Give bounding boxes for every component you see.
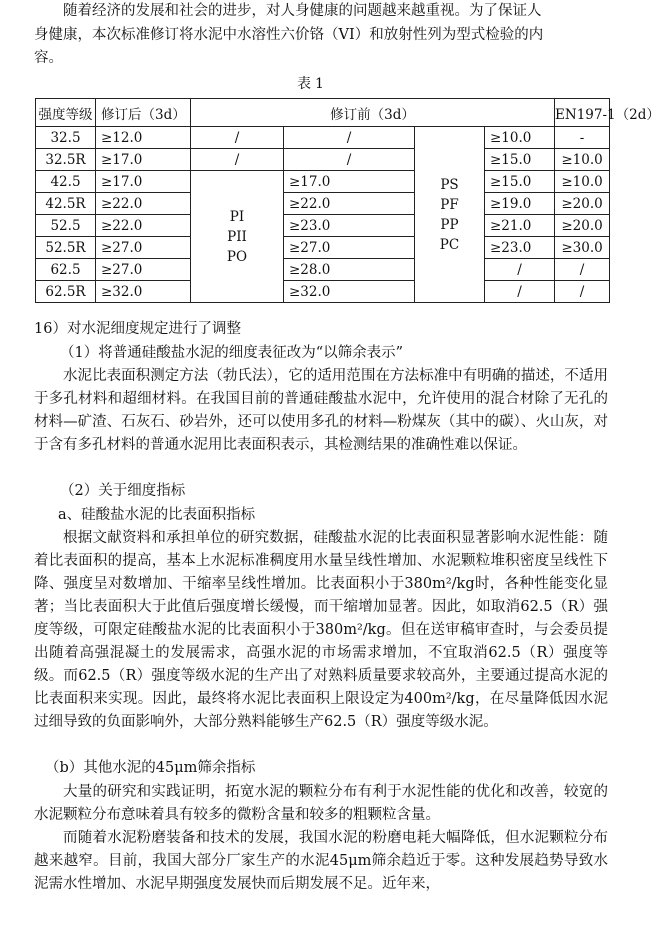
subsection-2a-title: a、硅酸盐水泥的比表面积指标 (58, 507, 256, 523)
group-s-label: PC (439, 236, 460, 253)
cell-before-p-value: ≥17.0 (284, 171, 415, 193)
group-s-label: PF (440, 196, 459, 213)
cell-en: ≥10.0 (555, 171, 610, 193)
paragraph-grinding-trend: 而随着水泥粉磨装备和技术的发展，我国水泥的粉磨电耗大幅降低，但水泥颗粒分布越来越窄。目前，我国大部分厂家生产的水泥45μm筛余趋近于零。这种发展趋势导致水泥需水性增加、水泥早期强度发展快而后期发展不足。近年来， (34, 830, 608, 892)
paragraph-particle-distribution: 大量的研究和实践证明，拓宽水泥的颗粒分布有利于水泥性能的优化和改善，较宽的水泥颗粒分布意味着具有较多的微粉含量和较多的粗颗粒含量。 (34, 784, 608, 823)
intro-line-2: 身健康，本次标准修订将水泥中水溶性六价铬（VI）和放射性列为型式检验的内 (34, 27, 544, 43)
cell-after: ≥27.0 (96, 259, 191, 281)
cell-grade: 32.5 (36, 127, 96, 149)
cell-before-s-value: ≥15.0 (485, 149, 555, 171)
paragraph-portland-surface-area: 根据文献资料和承担单位的研究数据，硅酸盐水泥的比表面积显著影响水泥性能：随着比表面积的提高，基本上水泥标准稠度用水量呈线性增加、水泥颗粒堆积密度呈线性下降、强度呈对数增加、干缩率呈线性增加。比表面积小于380m²/kg时，各种性能变化显著；当比表面积大于此值后强度增长缓慢，而干缩增加显著。因此，如取消62.5（R）强度等级，可限定硅酸盐水泥的比表面积小于380m²/kg。但在送审稿审查时，与会委员提出随着高强混凝土的发展需求，高强水泥的市场需求增加，不宜取消62.5（R）强度等级。而62.5（R）强度等级水泥的生产出了对熟料质量要求较高外，主要通过提高水泥的比表面积来实现。因此，最终将水泥比表面积上限设定为400m²/kg，在尽量降低因水泥过细导致的负面影响外，大部分熟料能够生产62.5（R）强度等级水泥。 (34, 530, 608, 730)
cell-before-p-value: ≥23.0 (284, 215, 415, 237)
header-grade: 强度等级 (36, 99, 96, 127)
cell-before-s-value: ≥15.0 (485, 171, 555, 193)
cell-grade: 52.5R (36, 237, 96, 259)
cell-grade: 62.5 (36, 259, 96, 281)
table-row (36, 259, 610, 281)
group-p-cell (191, 171, 284, 303)
cell-grade: 32.5R (36, 149, 96, 171)
cell-before-p-value: / (284, 149, 415, 171)
group-p-label: PI (229, 208, 245, 225)
table-row (36, 281, 610, 303)
strength-table (35, 98, 660, 303)
cell-before-p-value: ≥27.0 (284, 237, 415, 259)
cell-before-s-value: / (485, 281, 555, 303)
cell-after: ≥17.0 (96, 171, 191, 193)
cell-grade: 52.5 (36, 215, 96, 237)
subsection-2-title: （2）关于细度指标 (60, 483, 186, 499)
table-row (36, 127, 610, 149)
section-16-title: 16）对水泥细度规定进行了调整 (34, 321, 241, 337)
group-s-cell (415, 127, 485, 303)
cell-after: ≥22.0 (96, 215, 191, 237)
intro-line-3: 容。 (34, 50, 63, 66)
subsection-1-title: （1）将普通硅酸盐水泥的细度表征改为“以筛余表示” (60, 345, 404, 361)
table-row (36, 171, 610, 193)
subsection-2b-title: （b）其他水泥的45μm筛余指标 (45, 760, 256, 776)
cell-en: - (555, 127, 610, 149)
cell-before-p: / (191, 149, 284, 171)
group-s-label: PS (440, 176, 459, 193)
cell-grade: 42.5R (36, 193, 96, 215)
cell-en: ≥30.0 (555, 237, 610, 259)
cell-en: ≥20.0 (555, 193, 610, 215)
group-s-label: PP (440, 216, 459, 233)
group-p-label: PII (227, 228, 247, 245)
group-p-label: PO (226, 248, 248, 265)
intro-line-1: 随着经济的发展和社会的进步，对人身健康的问题越来越重视。为了保证人 (63, 3, 542, 19)
table-caption: 表1 (297, 76, 328, 92)
cell-before-s-value: ≥19.0 (485, 193, 555, 215)
header-after: 修订后（3d） (96, 99, 191, 127)
table-row (36, 237, 610, 259)
cell-en: ≥20.0 (555, 215, 610, 237)
table-header-row (36, 99, 610, 127)
table-row (36, 149, 610, 171)
header-before: 修订前（3d） (191, 99, 555, 127)
table-row (36, 193, 610, 215)
cell-grade: 42.5 (36, 171, 96, 193)
cell-after: ≥27.0 (96, 237, 191, 259)
table-row (36, 215, 610, 237)
cell-before-s-value: ≥21.0 (485, 215, 555, 237)
paragraph-specific-surface-method: 水泥比表面积测定方法（勃氏法），它的适用范围在方法标准中有明确的描述，不适用于多孔材料和超细材料。在我国目前的普通硅酸盐水泥中，允许使用的混合材除了无孔的材料—矿渣、石灰石、砂岩外，还可以使用多孔的材料—粉煤灰（其中的碳）、火山灰，对于含有多孔材料的普通水泥用比表面积表示，其检测结果的准确性难以保证。 (34, 368, 608, 453)
cell-after: ≥22.0 (96, 193, 191, 215)
cell-grade: 62.5R (36, 281, 96, 303)
cell-before-s-value: ≥23.0 (485, 237, 555, 259)
cell-before-s-value: / (485, 259, 555, 281)
cell-before-s-value: ≥10.0 (485, 127, 555, 149)
cell-before-p-value: ≥28.0 (284, 259, 415, 281)
cell-before-p-value: / (284, 127, 415, 149)
cell-en: ≥10.0 (555, 149, 610, 171)
cell-after: ≥12.0 (96, 127, 191, 149)
cell-before-p-value: ≥32.0 (284, 281, 415, 303)
cell-en: / (555, 281, 610, 303)
cell-after: ≥32.0 (96, 281, 191, 303)
cell-en: / (555, 259, 610, 281)
cell-before-p: / (191, 127, 284, 149)
cell-after: ≥17.0 (96, 149, 191, 171)
header-en: EN197-1（2d） (555, 99, 610, 127)
cell-before-p-value: ≥22.0 (284, 193, 415, 215)
